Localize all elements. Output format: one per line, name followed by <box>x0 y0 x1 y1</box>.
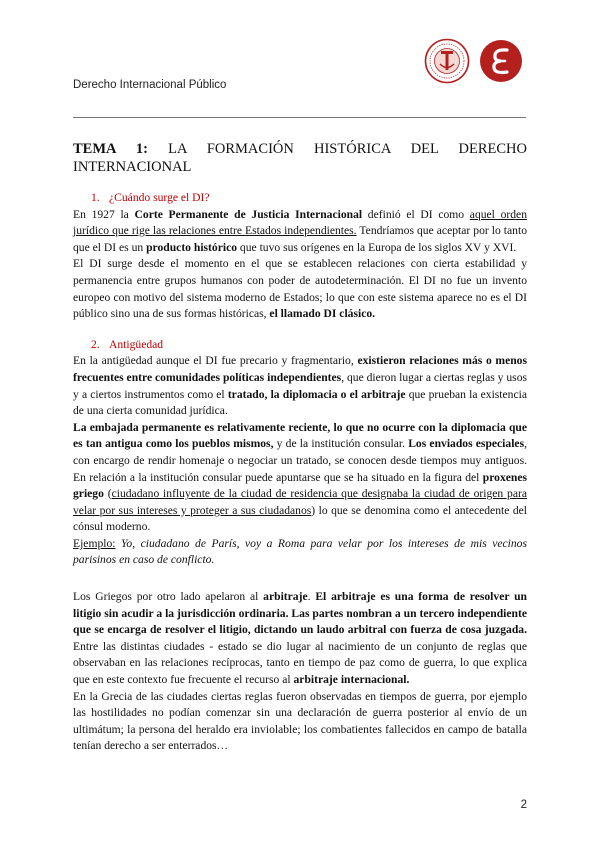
paragraph: En la Grecia de las ciudades ciertas reglas fueron observadas en tiempos de guerra, por ejemplo las hostilidades no podían comenzar sin una declaración de guerra posterior al envío de un ultimátum; la persona del heraldo era inviolable; los combatientes fallecidos en campo de batalla tenían derecho a ser enterrados… <box>73 689 527 753</box>
bold-term: La embajada permanente es relativamente reciente, lo que no ocurre con la diplomacia que es tan antigua como los pueblos mismos, <box>73 420 527 451</box>
text-run: En 1927 la <box>73 207 135 221</box>
text-run: En la antigüedad aunque el DI fue precario y fragmentario, <box>73 354 358 368</box>
paragraph <box>73 353 527 419</box>
text-run: , con encargo de rendir homenaje o negociar un tratado, se conocen desde tiempos muy antiguos. En relación a la institución consular puede apuntarse que se ha situado en la figura del <box>73 437 527 484</box>
topic-title <box>73 140 527 176</box>
text-run: y de la institución consular. <box>273 437 409 451</box>
bold-term: proxenes griego <box>73 470 527 501</box>
spacer <box>73 569 527 589</box>
underlined-definition: aquel orden jurídico que rige las relaciones entre Estados independientes. <box>73 207 527 238</box>
bold-term: tratado, la diplomacia o el arbitraje <box>227 387 406 401</box>
paragraph <box>73 207 527 257</box>
example-text: Yo, ciudadano de París, voy a Roma para velar por los intereses de mis vecinos parisinos en caso de conflicto. <box>73 536 527 567</box>
example-label: Ejemplo: <box>73 536 116 550</box>
text-run: que tuvo sus orígenes en la Europa de los siglos XV y XVI. <box>237 240 517 254</box>
section-2-title: Antigüedad <box>109 337 164 351</box>
section-2-number: 2. <box>91 337 100 351</box>
text-run: , que dieron lugar a ciertas reglas y usos y a ciertos instrumentos como el <box>73 370 528 401</box>
bold-term: producto histórico <box>146 240 238 254</box>
paragraph <box>73 589 527 689</box>
paragraph <box>73 420 527 536</box>
text-run: que prueban la existencia de una cierta comunidad jurídica. <box>73 387 527 418</box>
section-1-heading <box>73 190 527 207</box>
main-content <box>73 140 527 755</box>
text-run: El DI surge desde el momento en el que se establecen relaciones con cierta estabilidad y permanencia entre grupos humanos con poder de autodeterminación. El DI no fue un invento europeo con motivo del sistema moderno de Estados; lo que con este sistema aparece no es el DI público sino una de sus formas históricas, <box>73 257 527 321</box>
university-seal-icon <box>424 38 470 84</box>
example-paragraph <box>73 536 527 569</box>
bold-term: El arbitraje es una forma de resolver un litigio sin acudir a la jurisdicción ordinaria. Las partes nombran a un tercero independiente que se encarga de resolver el litigio, dictando un laudo arbitral con fuerza de cosa juzgada. <box>73 590 527 637</box>
text-run: Los Griegos por otro lado apelaron al <box>73 590 264 604</box>
bold-term: arbitraje <box>263 590 308 604</box>
bold-term: existieron relaciones más o menos frecuentes entre comunidades políticas independientes <box>73 354 527 384</box>
paragraph <box>73 256 527 322</box>
text-run: Tendríamos que aceptar por lo tanto que el DI es un <box>73 224 527 254</box>
topic-title-text: LA FORMACIÓN HISTÓRICA DEL DERECHO INTERNACIONAL <box>73 141 527 175</box>
bold-term: arbitraje internacional. <box>293 673 410 687</box>
header-rule <box>73 117 526 118</box>
faculty-logo-icon <box>478 38 524 84</box>
bold-term: Corte Permanente de Justicia Internacional <box>134 207 363 221</box>
section-2-heading <box>73 337 527 354</box>
topic-label: TEMA 1: <box>73 141 148 157</box>
bold-term: el llamado DI clásico. <box>269 307 376 321</box>
section-1-number: 1. <box>91 191 100 204</box>
text-run: ) lo que se denomina como el antecedente del cónsul moderno. <box>73 503 527 534</box>
underlined-definition: ciudadano influyente de la ciudad de residencia que designaba la ciudad de origen para velar por sus intereses y proteger a sus ciudadanos <box>73 487 527 517</box>
text-run: Entre las distintas ciudades - estado se dio lugar al nacimiento de un conjunto de reglas que observaban en las relaciones recíprocas, tanto en tiempo de paz como de guerra, lo que explica que en este contexto fue frecuente el recurso al <box>73 639 527 687</box>
running-header: Derecho Internacional Público <box>73 79 227 91</box>
section-1-title: ¿Cuándo surge el DI? <box>109 191 210 204</box>
bold-term: Los enviados especiales <box>408 437 525 451</box>
text-run: ( <box>103 487 112 501</box>
page-number: 2 <box>520 799 527 811</box>
text-run: definió el DI como <box>362 207 470 221</box>
logos <box>424 38 524 86</box>
text-run: . <box>307 590 316 604</box>
